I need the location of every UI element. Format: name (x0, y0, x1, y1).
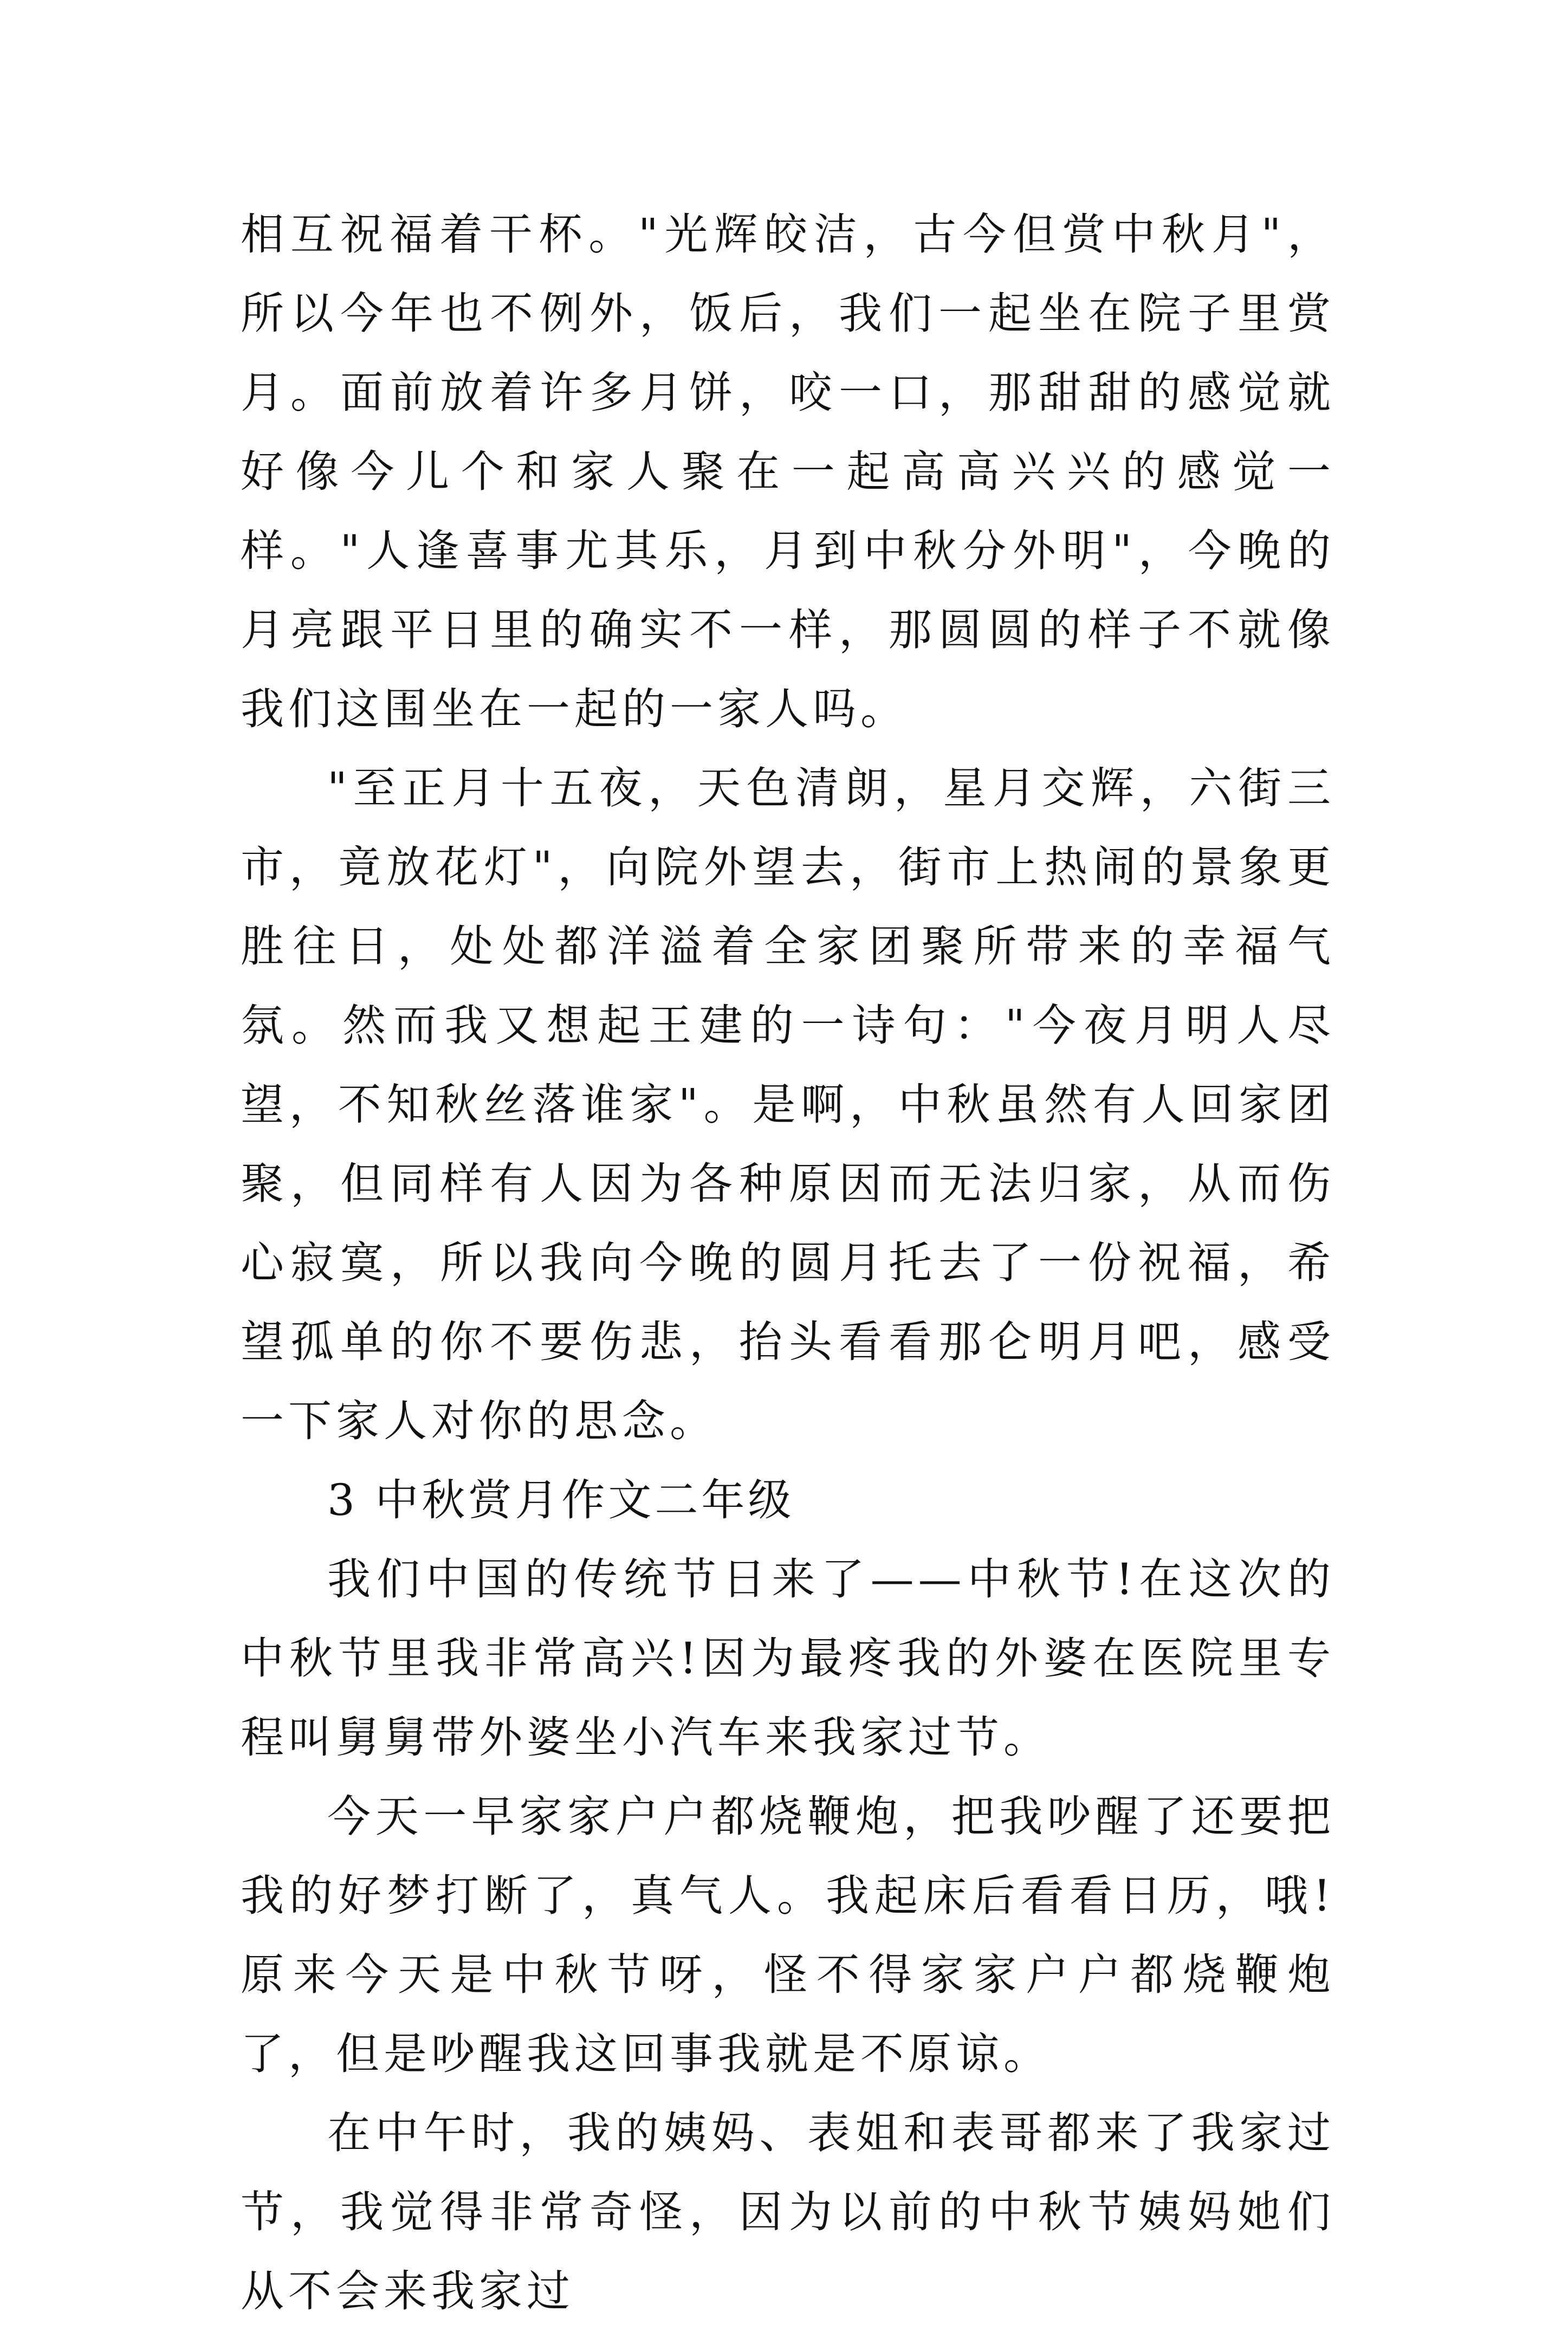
paragraph: 在中午时，我的姨妈、表姐和表哥都来了我家过节，我觉得非常奇怪，因为以前的中秋节姨妈她们从不会来我家过 (241, 2108, 1335, 2316)
section-heading: 3 中秋赏月作文二年级 (327, 1475, 795, 1525)
paragraph: 今天一早家家户户都烧鞭炮，把我吵醒了还要把我的好梦打断了，真气人。我起床后看看日历，哦!原来今天是中秋节呀，怪不得家家户户都烧鞭炮了，但是吵醒我这回事我就是不原谅。 (241, 1791, 1335, 2079)
paragraph: 我们中国的传统节日来了——中秋节!在这次的中秋节里我非常高兴!因为最疼我的外婆在医院里专程叫舅舅带外婆坐小汽车来我家过节。 (241, 1554, 1335, 1763)
paragraph: 相互祝福着干杯。"光辉皎洁，古今但赏中秋月"，所以今年也不例外，饭后，我们一起坐在院子里赏月。面前放着许多月饼，咬一口，那甜甜的感觉就好像今儿个和家人聚在一起高高兴兴的感觉一样。"人逢喜事尤其乐，月到中秋分外明"，今晚的月亮跟平日里的确实不一样，那圆圆的样子不就像我们这围坐在一起的一家人吗。 (241, 209, 1335, 734)
document-body (241, 195, 1335, 2331)
paragraph: "至正月十五夜，天色清朗，星月交辉，六街三市，竟放花灯"，向院外望去，街市上热闹的景象更胜往日，处处都洋溢着全家团聚所带来的幸福气氛。然而我又想起王建的一诗句："今夜月明人尽望，不知秋丝落谁家"。是啊，中秋虽然有人回家团聚，但同样有人因为各种原因而无法归家，从而伤心寂寞，所以我向今晚的圆月托去了一份祝福，希望孤单的你不要伤悲，抬头看看那仑明月吧，感受一下家人对你的思念。 (241, 763, 1335, 1446)
